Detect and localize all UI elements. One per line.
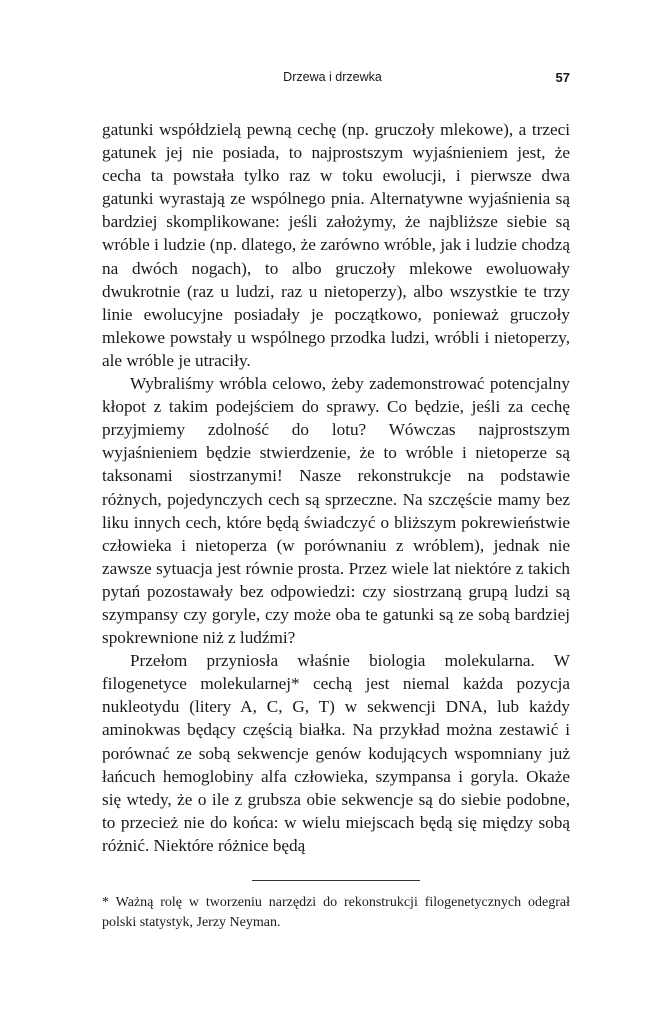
paragraph-1: gatunki współdzielą pewną cechę (np. gruczoły mlekowe), a trzeci gatunek jej nie posiada, to najprostszym wyjaśnieniem jest, że cecha ta powstała tylko raz w toku ewolucji, i pierwsze dwa gatunki wyrastają ze wspólnego pnia. Alternatywne wyjaśnienia są bardziej skomplikowane: jeśli założymy, że najbliższe siebie są wróble i ludzie (np. dlatego, że zarówno wróble, jak i ludzie chodzą na dwóch nogach), to albo gruczoły mlekowe ewoluowały dwukrotnie (raz u ludzi, raz u nietoperzy), albo wszystkie te trzy linie ewolucyjne posiadały je początkowo, ponieważ gruczoły mlekowe powstały u wspólnego przodka ludzi, wróbli i nietoperzy, ale wróble je utraciły. [102,120,570,370]
running-title: Drzewa i drzewka [283,70,382,84]
footnote: * Ważną rolę w tworzeniu narzędzi do rekonstrukcji filogenetycznych odegrał polski statystyk, Jerzy Neyman. [102,895,570,930]
paragraph-3: Przełom przyniosła właśnie biologia molekularna. W filogenetyce molekularnej* cechą jest niemal każda pozycja nukleotydu (litery A, C, G, T) w sekwencji DNA, lub każdy aminokwas będący częścią białka. Na przykład można zestawić i porównać ze sobą sekwencje genów kodujących wspomniany już łańcuch hemoglobiny alfa człowieka, szympansa i goryla. Okaże się wtedy, że o ile z grubsza obie sekwencje są do siebie podobne, to przecież nie do końca: w wielu miejscach będą się między sobą różnić. Niektóre różnice będą [102,651,570,855]
paragraph-2: Wybraliśmy wróbla celowo, żeby zademonstrować potencjalny kłopot z takim podejściem do sprawy. Co będzie, jeśli za cechę przyjmiemy zdolność do lotu? Wówczas najprostszym wyjaśnieniem będzie stwierdzenie, że to wróble i nietoperze są taksonami siostrzanymi! Nasze rekonstrukcje na podstawie różnych, pojedynczych cech są sprzeczne. Na szczęście mamy bez liku innych cech, które będą świadczyć o bliższym pokrewieństwie człowieka i nietoperza (w porównaniu z wróblem), jednak nie zawsze sytuacja jest równie prosta. Przez wiele lat niektóre z takich pytań pozostawały bez odpowiedzi: czy siostrzaną grupą ludzi są szympansy czy goryle, czy może oba te gatunki są ze sobą bardziej spokrewnione niż z ludźmi? [102,374,570,648]
footnote-divider [252,880,420,881]
body-text [102,118,570,857]
page-number: 57 [555,70,570,85]
